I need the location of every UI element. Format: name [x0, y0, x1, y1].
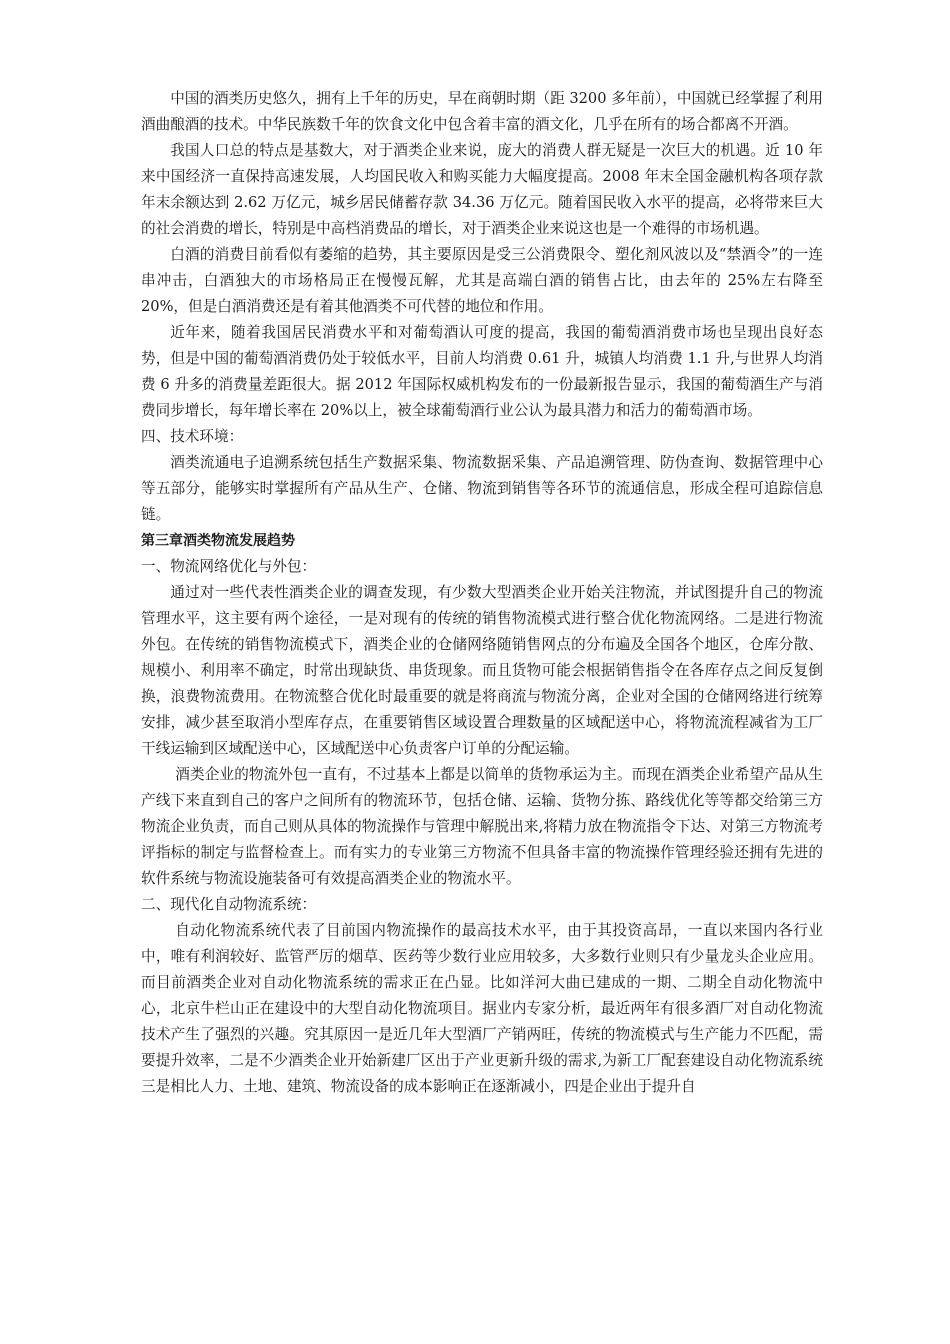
paragraph-tech-environment: 酒类流通电子追溯系统包括生产数据采集、物流数据采集、产品追溯管理、防伪查询、数据管理中心等五部分，能够实时掌握所有产品从生产、仓储、物流到销售等各环节的流通信息，形成全程可追踪信息链。: [141, 454, 823, 523]
paragraph-consumer-population: 我国人口总的特点是基数大，对于酒类企业来说，庞大的消费人群无疑是一次巨大的机遇。近 10 年来中国经济一直保持高速发展，人均国民收入和购买能力大幅度提高。2008 年末全国金融机构各项存款年末余额达到 2.62 万亿元，城乡居民储蓄存款 34.36 万亿元。随着国民收入水平的提高，必将带来巨大的社会消费的增长，特别是中高档消费品的增长，对于酒类企业来说这也是一个难得的市场机遇。: [141, 142, 823, 237]
section-one-heading: 一、物流网络优化与外包：: [141, 558, 317, 575]
section-two-heading: 二、现代化自动物流系统：: [141, 896, 317, 913]
paragraph-network-optimization: 通过对一些代表性酒类企业的调查发现，有少数大型酒类企业开始关注物流，并试图提升自己的物流管理水平，这主要有两个途径，一是对现有的传统的销售物流模式进行整合优化物流网络。二是进行物流外包。在传统的销售物流模式下，酒类企业的仓储网络随销售网点的分布遍及全国各个地区，仓库分散、规模小、利用率不确定，时常出现缺货、串货现象。而且货物可能会根据销售指令在各库存点之间反复倒换，浪费物流费用。在物流整合优化时最重要的就是将商流与物流分离，企业对全国的仓储网络进行统筹安排，减少甚至取消小型库存点，在重要销售区域设置合理数量的区域配送中心，将物流流程减省为工厂干线运输到区域配送中心，区域配送中心负责客户订单的分配运输。: [141, 584, 823, 757]
document-page: [141, 86, 823, 1100]
chapter-title: 第三章酒类物流发展趋势: [141, 533, 295, 549]
paragraph-wine-market: 近年来，随着我国居民消费水平和对葡萄酒认可度的提高，我国的葡萄酒消费市场也呈现出良好态势，但是中国的葡萄酒消费仍处于较低水平，目前人均消费 0.61 升，城镇人均消费 1.1 升,与世界人均消费 6 升多的消费量差距很大。据 2012 年国际权威机构发布的一份最新报告显示，我国的葡萄酒生产与消费同步增长，每年增长率在 20%以上，被全球葡萄酒行业公认为最具潜力和活力的葡萄酒市场。: [141, 324, 823, 419]
paragraph-automated-logistics: 自动化物流系统代表了目前国内物流操作的最高技术水平，由于其投资高昂，一直以来国内各行业中，唯有利润较好、监管严厉的烟草、医药等少数行业应用较多，大多数行业则只有少量龙头企业应用。而目前酒类企业对自动化物流系统的需求正在凸显。比如洋河大曲已建成的一期、二期全自动化物流中心，北京牛栏山正在建设中的大型自动化物流项目。据业内专家分析，最近两年有很多酒厂对自动化物流技术产生了强烈的兴趣。究其原因一是近几年大型酒厂产销两旺，传统的物流模式与生产能力不匹配，需要提升效率，二是不少酒类企业开始新建厂区出于产业更新升级的需求,为新工厂配套建设自动化物流系统三是相比人力、土地、建筑、物流设备的成本影响正在逐渐减小，四是企业出于提升自: [141, 922, 823, 1095]
paragraph-wine-history: 中国的酒类历史悠久，拥有上千年的历史，早在商朝时期（距 3200 多年前），中国就已经掌握了利用酒曲酿酒的技术。中华民族数千年的饮食文化中包含着丰富的酒文化，几乎在所有的场合都离不开酒。: [141, 90, 823, 133]
paragraph-baijiu-consumption: 白酒的消费目前看似有萎缩的趋势，其主要原因是受三公消费限令、塑化剂风波以及“禁酒令”的一连串冲击，白酒独大的市场格局正在慢慢瓦解，尤其是高端白酒的销售占比，由去年的 25%左右降至 20%，但是白酒消费还是有着其他酒类不可代替的地位和作用。: [141, 246, 823, 315]
section-four-heading: 四、技术环境：: [141, 428, 244, 445]
paragraph-outsourcing: 酒类企业的物流外包一直有，不过基本上都是以简单的货物承运为主。而现在酒类企业希望产品从生产线下来直到自己的客户之间所有的物流环节，包括仓储、运输、货物分拣、路线优化等等都交给第三方物流企业负责，而自己则从具体的物流操作与管理中解脱出来,将精力放在物流指令下达、对第三方物流考评指标的制定与监督检查上。而有实力的专业第三方物流不但具备丰富的物流操作管理经验还拥有先进的软件系统与物流设施装备可有效提高酒类企业的物流水平。: [141, 766, 823, 887]
